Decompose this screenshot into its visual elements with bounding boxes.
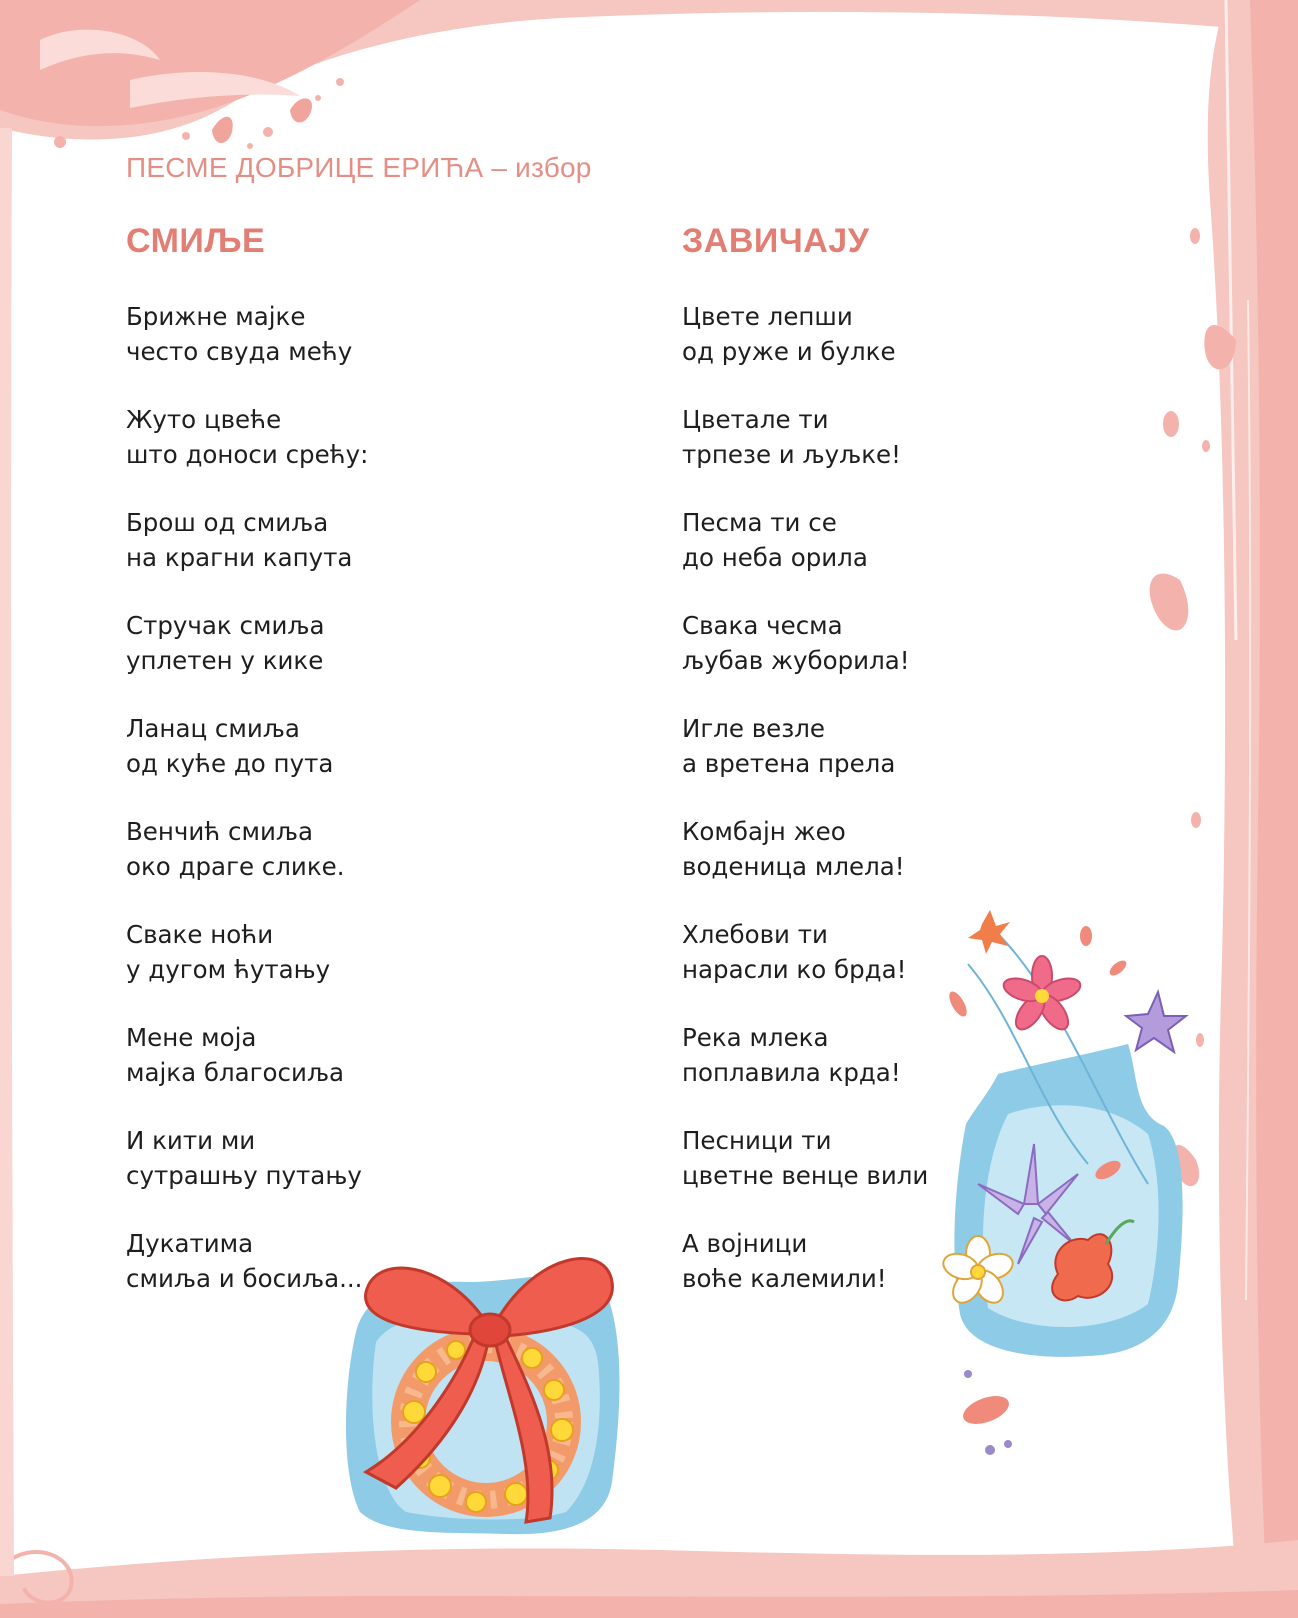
verse-line: И кити ми xyxy=(126,1126,256,1155)
verse-line: од куће до пута xyxy=(126,749,334,778)
verse-line: што доноси срећу: xyxy=(126,440,369,469)
verse-line: Венчић смиља xyxy=(126,817,314,846)
wreath-with-bow-illustration xyxy=(336,1222,626,1544)
stanza xyxy=(682,608,1012,678)
stanza xyxy=(126,1123,486,1193)
verse-line: Свака чесма xyxy=(682,611,843,640)
stanza xyxy=(126,505,486,575)
verse-line: Игле везле xyxy=(682,714,825,743)
verse-line: а вретена прела xyxy=(682,749,896,778)
verse-line: од руже и булке xyxy=(682,337,896,366)
verse-line: Ланац смиља xyxy=(126,714,300,743)
stanza xyxy=(682,299,1012,369)
stanza xyxy=(126,917,486,987)
verse-line: често свуда мећу xyxy=(126,337,353,366)
verse-line: уплетен у кике xyxy=(126,646,324,675)
verse-line: Брош од смиља xyxy=(126,508,329,537)
poem-title: ЗАВИЧАЈУ xyxy=(682,222,870,260)
verse-line: Мене моја xyxy=(126,1023,257,1052)
verse-line: поплавила крда! xyxy=(682,1058,901,1087)
verse-line: Дукатима xyxy=(126,1229,254,1258)
stanza xyxy=(126,1020,486,1090)
verse-line: Цветале ти xyxy=(682,405,829,434)
orange-flower-icon xyxy=(968,910,1010,954)
verse-line: сутрашњу путању xyxy=(126,1161,362,1190)
stanza-list xyxy=(126,299,486,1296)
verse-line: на крагни капута xyxy=(126,543,353,572)
verse-line: Стручак смиља xyxy=(126,611,325,640)
verse-line: љубав жуборила! xyxy=(682,646,910,675)
verse-line: Жуто цвеће xyxy=(126,405,282,434)
verse-line: до неба орила xyxy=(682,543,868,572)
poem-smilje xyxy=(126,222,486,1329)
stanza xyxy=(126,299,486,369)
stanza xyxy=(126,402,486,472)
verse-line: трпезе и љуљке! xyxy=(682,440,901,469)
verse-line: воденица млела! xyxy=(682,852,905,881)
stanza xyxy=(682,711,1012,781)
verse-line: А војници xyxy=(682,1229,808,1258)
verse-line: око драге слике. xyxy=(126,852,345,881)
stanza xyxy=(126,814,486,884)
stanza xyxy=(126,608,486,678)
stanza xyxy=(682,402,1012,472)
stanza xyxy=(682,814,1012,884)
verse-line: Цвете лепши xyxy=(682,302,853,331)
verse-line: воће калемили! xyxy=(682,1264,887,1293)
purple-star-flower-icon xyxy=(1126,992,1186,1052)
flying-flowers-illustration xyxy=(938,904,1210,1470)
verse-line: цветне венце вили xyxy=(682,1161,929,1190)
verse-line: нарасли ко брда! xyxy=(682,955,907,984)
verse-line: Песма ти се xyxy=(682,508,837,537)
collection-header: ПЕСМЕ ДОБРИЦЕ ЕРИЋА – избор xyxy=(126,152,592,183)
verse-line: Песници ти xyxy=(682,1126,832,1155)
verse-line: Брижне мајке xyxy=(126,302,306,331)
verse-line: смиља и босиља... xyxy=(126,1264,363,1293)
verse-line: Комбајн жео xyxy=(682,817,846,846)
stanza xyxy=(126,711,486,781)
verse-line: у дугом ћутању xyxy=(126,955,331,984)
poem-title: СМИЉЕ xyxy=(126,222,266,260)
pink-flower-icon xyxy=(1001,956,1083,1034)
verse-line: Река млека xyxy=(682,1023,829,1052)
stanza xyxy=(682,505,1012,575)
verse-line: Сваке ноћи xyxy=(126,920,274,949)
verse-line: мајка благосиља xyxy=(126,1058,345,1087)
verse-line: Хлебови ти xyxy=(682,920,828,949)
